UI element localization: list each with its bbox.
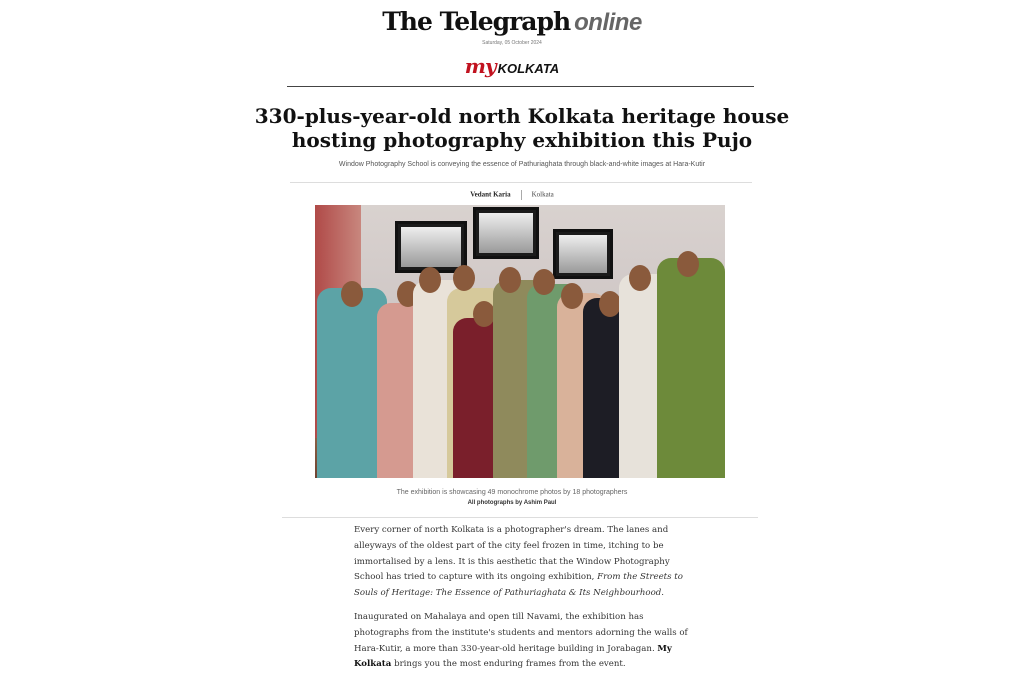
site-logo[interactable]: [0, 6, 1024, 39]
author-link[interactable]: Vedant Karia: [470, 190, 511, 199]
headline-line-2: hosting photography exhibition this Pujo: [291, 128, 753, 152]
brand-name: My Kolkata: [354, 643, 672, 670]
section-prefix: my: [464, 54, 496, 78]
photo-person-head: [473, 301, 495, 327]
photo-person-head: [561, 283, 583, 309]
article-body: [354, 523, 688, 681]
body-paragraph: [354, 610, 688, 673]
photo-person-head: [453, 265, 475, 291]
masthead-divider: [287, 86, 754, 87]
article-headline: [240, 104, 804, 152]
image-credit: All photographs by Ashim Paul: [467, 500, 557, 506]
site-title-suffix: online: [574, 9, 642, 36]
photo-frame: [473, 207, 539, 259]
photo-person-head: [677, 251, 699, 277]
photo-person-head: [629, 265, 651, 291]
headline-line-1: 330-plus-year-old north Kolkata heritage house: [254, 104, 790, 128]
photo-person-head: [419, 267, 441, 293]
paragraph-text: brings you the most enduring frames from the event.: [391, 659, 626, 670]
location-tag[interactable]: Kolkata: [531, 190, 554, 199]
paragraph-text: Inaugurated on Mahalaya and open till Navami, the exhibition has photographs from the institute's students and mentors adorning the walls of Hara-Kutir, a more than 330-year-old heritage building in Jorabagan.: [354, 611, 688, 654]
subheadline-divider: [290, 182, 752, 183]
photo-frame: [395, 221, 467, 273]
article-subheadline: Window Photography School is conveying the essence of Pathuriaghata through black-and-white images at Hara-Kutir: [338, 161, 706, 168]
photo-frame: [553, 229, 613, 279]
photo-person: [657, 258, 725, 478]
photo-person-head: [533, 269, 555, 295]
byline: [0, 190, 1024, 200]
body-paragraph: [354, 523, 688, 602]
byline-separator: [521, 190, 522, 200]
photo-person-head: [499, 267, 521, 293]
paragraph-text: .: [661, 588, 665, 599]
image-caption: The exhibition is showcasing 49 monochrome photos by 18 photographers: [396, 489, 628, 496]
photo-person-head: [341, 281, 363, 307]
masthead: [0, 6, 1024, 78]
article-photo: [315, 205, 725, 478]
exhibition-title: From the Streets to Souls of Heritage: The Essence of Pathuriaghata & Its Neighbourhood: [354, 572, 683, 599]
edition-date: Saturday, 05 October 2024: [482, 40, 542, 46]
body-divider: [282, 517, 758, 518]
site-title: The Telegraph: [382, 7, 571, 36]
photo-person-head: [599, 291, 621, 317]
section-name: KOLKATA: [497, 61, 560, 76]
paragraph-text: Every corner of north Kolkata is a photographer's dream. The lanes and alleyways of the oldest part of the city feel frozen in time, itching to be immortalised by a lens. It is this aesthetic that the Window Photography School has tried to capture with its ongoing exhibition,: [354, 525, 670, 583]
section-logo[interactable]: [0, 54, 1024, 78]
